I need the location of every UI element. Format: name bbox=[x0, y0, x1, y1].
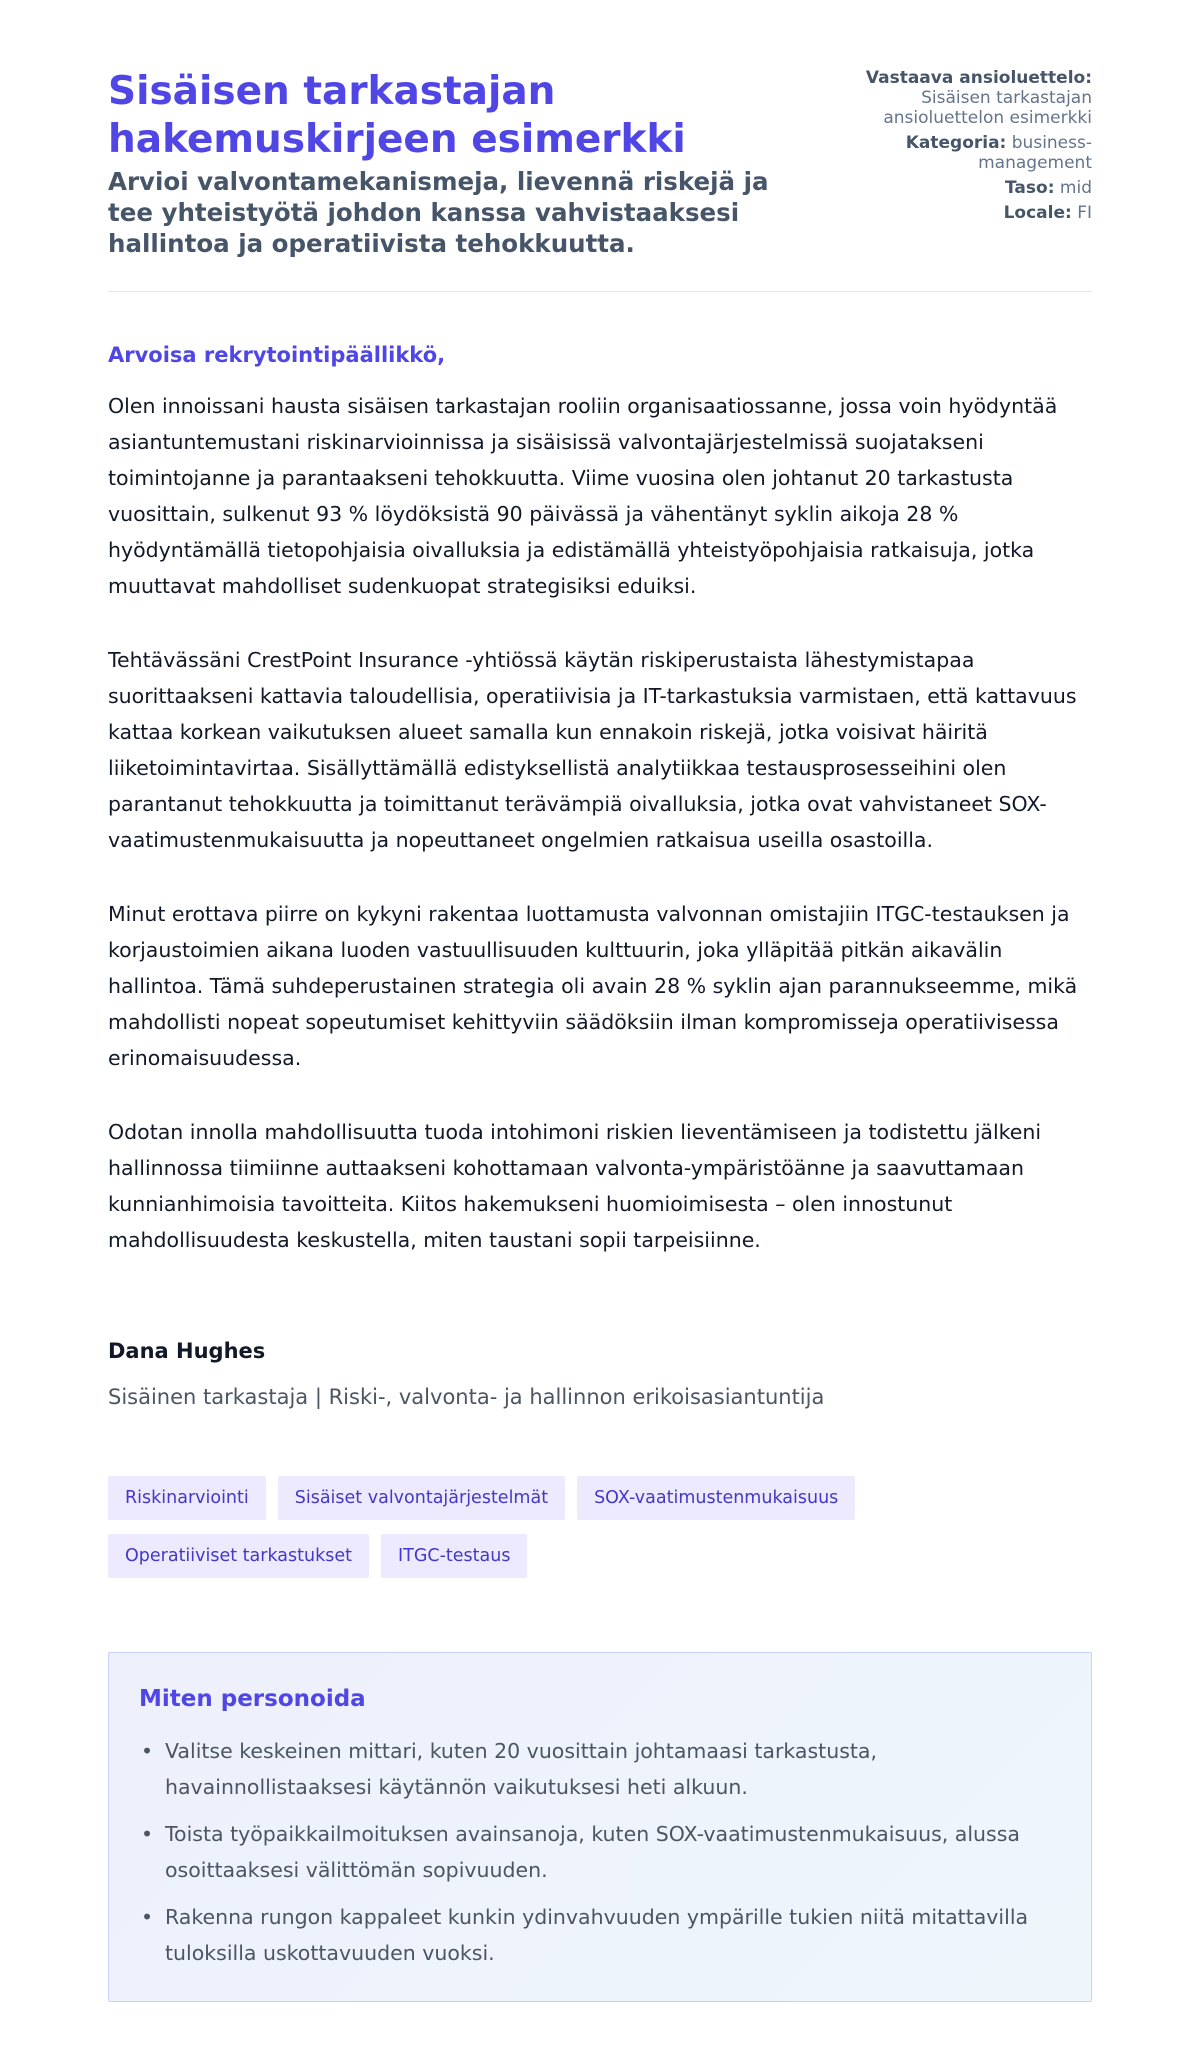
skill-tags bbox=[108, 1476, 868, 1592]
tips-item-text: Rakenna rungon kappaleet kunkin ydinvahvuuden ympärille tukien niitä mitattavilla tuloksilla uskottavuuden vuoksi. bbox=[165, 1905, 1029, 1965]
title-block bbox=[108, 68, 809, 259]
letter-paragraph: Tehtävässäni CrestPoint Insurance -yhtiössä käytän riskiperustaista lähestymistapaa suorittaakseni kattavia taloudellisia, operatiivisia ja IT-tarkastuksia varmistaen, että kattavuus kattaa korkean vaikutuksen alueet samalla kun ennakoin riskejä, jotka voisivat häiritä liiketoimintavirtaa. Sisällyttämällä edistyksellistä analytiikkaa testausprosesseihini olen parantanut tehokkuutta ja toimittanut terävämpiä oivalluksia, jotka ovat vahvistaneet SOX-vaatimustenmukaisuutta ja nopeuttaneet ongelmien ratkaisua useilla osastoilla. bbox=[108, 648, 1077, 852]
tips-item bbox=[139, 1733, 1061, 1805]
letter-greeting: Arvoisa rekrytointipäällikkö, bbox=[108, 343, 446, 367]
bullet-icon: • bbox=[141, 1905, 154, 1929]
meta-category bbox=[809, 133, 1092, 173]
tips-item-text: Toista työpaikkailmoituksen avainsanoja, kuten SOX-vaatimustenmukaisuus, alussa osoittaaksesi välittömän sopivuuden. bbox=[165, 1822, 1020, 1882]
letter-body bbox=[108, 388, 1092, 1258]
signature-name: Dana Hughes bbox=[108, 1339, 266, 1363]
letter-paragraph: Odotan innolla mahdollisuutta tuoda intohimoni riskien lieventämiseen ja todistettu jälkeni hallinnossa tiimiinne auttaakseni kohottamaan valvonta-ympäristöänne ja saavuttamaan kunnianhimoisia tavoitteita. Kiitos hakemukseni huomioimisesta – olen innostunut mahdollisuudesta keskustella, miten taustani sopii tarpeisiinne. bbox=[108, 1120, 1042, 1252]
meta-resume-key: Vastaava ansioluettelo: bbox=[865, 68, 1092, 88]
meta-locale bbox=[809, 203, 1092, 223]
meta-locale-value: FI bbox=[1077, 203, 1092, 223]
page-subtitle: Arvioi valvontamekanismeja, lievennä riskejä ja tee yhteistyötä johdon kanssa vahvistaaksesi hallintoa ja operatiivista tehokkuutta. bbox=[108, 167, 769, 258]
skill-tag[interactable]: Operatiiviset tarkastukset bbox=[108, 1534, 369, 1578]
signature-role: Sisäinen tarkastaja | Riski-, valvonta- ja hallinnon erikoisasiantuntija bbox=[108, 1385, 825, 1409]
header-divider bbox=[108, 291, 1092, 292]
page-header bbox=[108, 68, 1092, 259]
letter-paragraph: Olen innoissani hausta sisäisen tarkastajan rooliin organisaatiossanne, jossa voin hyödyntää asiantuntemustani riskinarvioinnissa ja sisäisissä valvontajärjestelmissä suojatakseni toimintojanne ja parantaakseni tehokkuutta. Viime vuosina olen johtanut 20 tarkastusta vuosittain, sulkenut 93 % löydöksistä 90 päivässä ja vähentänyt syklin aikoja 28 % hyödyntämällä tietopohjaisia oivalluksia ja edistämällä yhteistyöpohjaisia ratkaisuja, jotka muuttavat mahdolliset sudenkuopat strategisiksi eduiksi. bbox=[108, 394, 1058, 598]
tips-item bbox=[139, 1816, 1061, 1888]
skill-tag[interactable]: ITGC-testaus bbox=[381, 1534, 528, 1578]
meta-panel bbox=[809, 68, 1092, 228]
page-title: Sisäisen tarkastajan hakemuskirjeen esimerkki bbox=[108, 69, 686, 162]
meta-level-key: Taso: bbox=[1005, 178, 1055, 198]
letter-paragraph: Minut erottava piirre on kykyni rakentaa luottamusta valvonnan omistajiin ITGC-testauksen ja korjaustoimien aikana luoden vastuullisuuden kulttuurin, joka ylläpitää pitkän aikavälin hallintoa. Tämä suhdeperustainen strategia oli avain 28 % syklin ajan parannukseemme, mikä mahdollisti nopeat sopeutumiset kehittyviin säädöksiin ilman kompromisseja operatiivisessa erinomaisuudessa. bbox=[108, 902, 1078, 1070]
skill-tag[interactable]: Sisäiset valvontajärjestelmät bbox=[278, 1476, 565, 1520]
meta-level-value: mid bbox=[1059, 178, 1092, 198]
bullet-icon: • bbox=[141, 1739, 154, 1763]
tips-list bbox=[139, 1733, 1061, 1971]
tips-item bbox=[139, 1899, 1061, 1971]
meta-locale-key: Locale: bbox=[1003, 203, 1072, 223]
meta-level bbox=[809, 178, 1092, 198]
tips-item-text: Valitse keskeinen mittari, kuten 20 vuosittain johtamaasi tarkastusta, havainnollistaaksesi käytännön vaikutuksesi heti alkuun. bbox=[165, 1739, 877, 1799]
meta-category-value: business-management bbox=[978, 133, 1092, 173]
bullet-icon: • bbox=[141, 1822, 154, 1846]
meta-resume bbox=[809, 68, 1092, 128]
personalization-tips bbox=[108, 1652, 1092, 2002]
skill-tag[interactable]: Riskinarviointi bbox=[108, 1476, 266, 1520]
meta-resume-link[interactable]: Sisäisen tarkastajan ansioluettelon esimerkki bbox=[883, 88, 1092, 128]
tips-title: Miten personoida bbox=[139, 1686, 366, 1712]
meta-category-key: Kategoria: bbox=[905, 133, 1007, 153]
skill-tag[interactable]: SOX-vaatimustenmukaisuus bbox=[577, 1476, 855, 1520]
